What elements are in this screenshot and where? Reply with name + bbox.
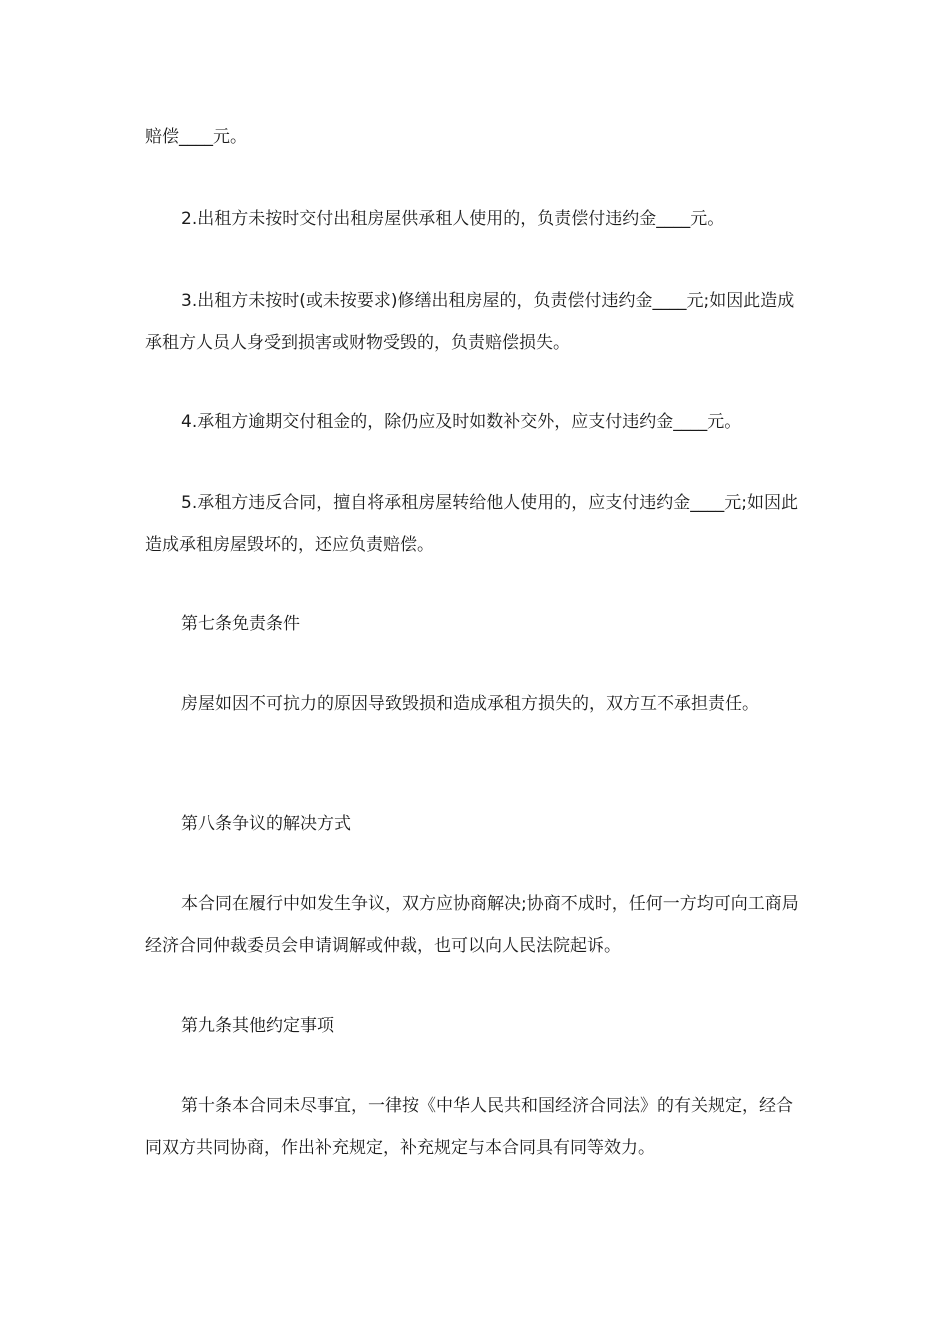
paragraph-article-7-body: 房屋如因不可抗力的原因导致毁损和造成承租方损失的，双方互不承担责任。 [181,694,759,714]
paragraph-clause-4: 4.承租方逾期交付租金的，除仍应及时如数补交外，应支付违约金____元。 [181,412,742,432]
heading-article-9: 第九条其他约定事项 [181,1016,334,1036]
paragraph-article-10: 第十条本合同未尽事宜，一律按《中华人民共和国经济合同法》的有关规定，经合同双方共同协商，作出补充规定，补充规定与本合同具有同等效力。 [145,1096,793,1158]
paragraph-clause-2: 2.出租方未按时交付出租房屋供承租人使用的，负责偿付违约金____元。 [181,209,725,229]
heading-article-7: 第七条免责条件 [181,614,300,634]
paragraph-clause-5: 5.承租方违反合同，擅自将承租房屋转给他人使用的，应支付违约金____元;如因此造成承租房屋毁坏的，还应负责赔偿。 [145,493,798,555]
paragraph-article-8-body: 本合同在履行中如发生争议，双方应协商解决;协商不成时，任何一方均可向工商局经济合同仲裁委员会申请调解或仲裁，也可以向人民法院起诉。 [145,894,799,956]
heading-article-8: 第八条争议的解决方式 [181,814,351,834]
paragraph-compensation-end: 赔偿____元。 [145,127,247,147]
paragraph-clause-3: 3.出租方未按时(或未按要求)修缮出租房屋的，负责偿付违约金____元;如因此造成承租方人员人身受到损害或财物受毁的，负责赔偿损失。 [145,291,795,353]
